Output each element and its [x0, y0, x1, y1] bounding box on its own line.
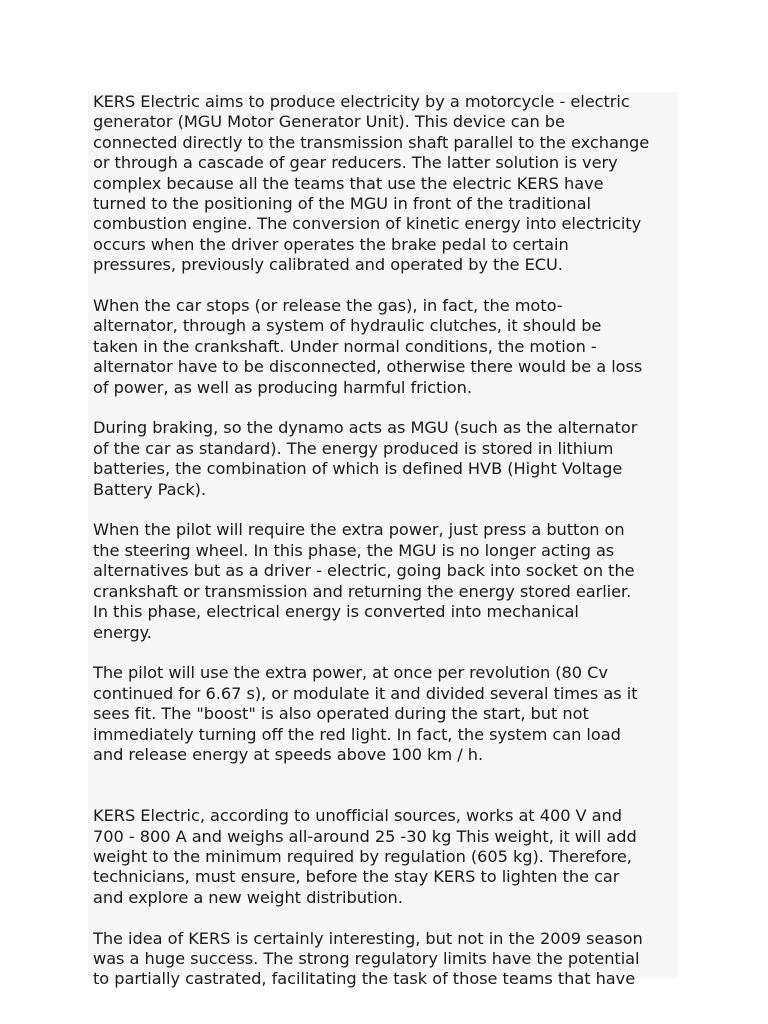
- paragraph-4: When the pilot will require the extra power, just press a button on the steering wheel. In this phase, the MGU is no longer acting as alternatives but as a driver - electric, going back into socket on the crankshaft or transmission and returning the energy stored earlier. In this phase, electrical energy is converted into mechanical energy.: [93, 520, 635, 642]
- paragraph-1: KERS Electric aims to produce electricity by a motorcycle - electric generator (MGU Motor Generator Unit). This device can be connected directly to the transmission shaft parallel to the exchange or through a cascade of gear reducers. The latter solution is very complex because all the teams that use the electric KERS have turned to the positioning of the MGU in front of the traditional combustion engine. The conversion of kinetic energy into electricity occurs when the driver operates the brake pedal to certain pressures, previously calibrated and operated by the ECU.: [93, 92, 650, 275]
- paragraph-3: During braking, so the dynamo acts as MGU (such as the alternator of the car as standard). The energy produced is stored in lithium batteries, the combination of which is defined HVB (Hight Voltage Battery Pack).: [93, 418, 638, 499]
- paragraph-gap: [93, 643, 678, 663]
- paragraph-gap: [93, 276, 678, 296]
- paragraph-gap: [93, 908, 678, 928]
- paragraph-gap: [93, 765, 678, 806]
- paragraph-2: When the car stops (or release the gas), in fact, the moto- alternator, through a system of hydraulic clutches, it should be taken in the crankshaft. Under normal conditions, the motion - alternator have to be disconnected, otherwise there would be a loss of power, as well as producing harmful friction.: [93, 296, 643, 397]
- paragraph-7: The idea of KERS is certainly interesting, but not in the 2009 season was a huge success. The strong regulatory limits have the potential to partially castrated, facilitating the task of those teams that have: [93, 928, 643, 989]
- paragraph-gap: [93, 500, 678, 520]
- paragraph-5: The pilot will use the extra power, at once per revolution (80 Cv continued for 6.67 s), or modulate it and divided several times as it sees fit. The "boost" is also operated during the start, but not immediately turning off the red light. In fact, the system can load and release energy at speeds above 100 km / h.: [93, 663, 638, 764]
- text-block: [88, 92, 678, 989]
- paragraph-gap: [93, 398, 678, 418]
- paragraph-6: KERS Electric, according to unofficial sources, works at 400 V and 700 - 800 A and weighs all-around 25 -30 kg This weight, it will add weight to the minimum required by regulation (605 kg). Therefore, technicians, must ensure, before the stay KERS to lighten the car and explore a new weight distribution.: [93, 806, 637, 907]
